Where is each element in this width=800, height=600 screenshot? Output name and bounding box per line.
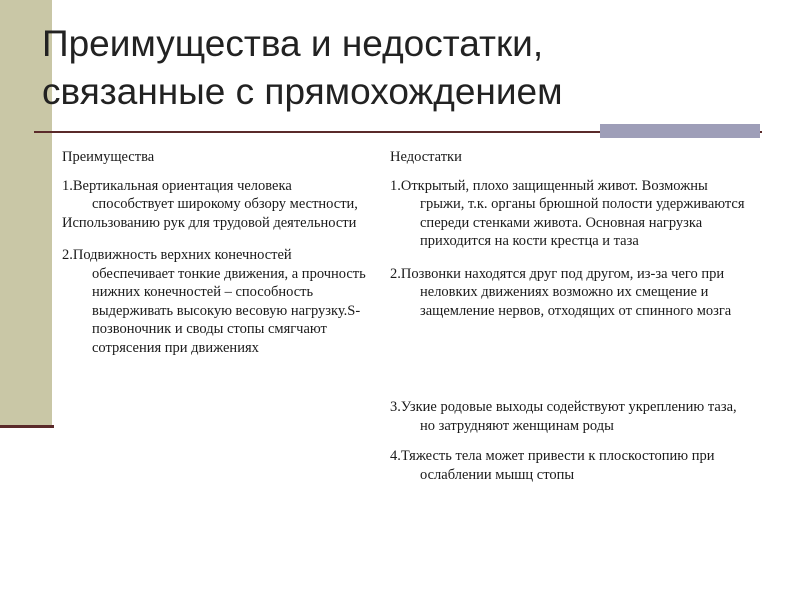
advantage-item-1-continued: Использованию рук для трудовой деятельности <box>62 214 357 231</box>
advantage-item-2: 2.Подвижность верхних конечностей обеспечивает тонкие движения, а прочность нижних конечностей – способность выдерживать высокую весовую нагрузку.S-позвоночник и своды стопы смягчают сотрясения при движениях <box>62 247 366 356</box>
disadvantage-item-2: 2.Позвонки находятся друг под другом, из-за чего при неловких движениях возможно их смещение и защемление нервов, отходящих от спинного мозга <box>390 265 732 319</box>
disadvantage-item-1: 1.Открытый, плохо защищенный живот. Возможны грыжи, т.к. органы брюшной полости удерживаются спереди стенками живота. Основная нагрузка приходится на кости крестца и таза <box>390 177 745 249</box>
title-accent-bar <box>600 124 760 138</box>
disadvantages-header: Недостатки <box>390 149 462 165</box>
title-line-2: связанные с прямохождением <box>42 71 563 112</box>
advantage-item-1: 1.Вертикальная ориентация человека способствует широкому обзору местности, <box>62 177 358 212</box>
disadvantage-item-3: 3.Узкие родовые выходы содействуют укреплению таза, но затрудняют женщинам роды <box>390 399 737 434</box>
slide-title <box>42 20 742 116</box>
advantages-header: Преимущества <box>62 149 155 165</box>
title-line-1: Преимущества и недостатки, <box>42 23 544 64</box>
disadvantages-column <box>390 148 750 484</box>
advantages-column <box>62 148 372 357</box>
left-band-edge <box>0 425 54 428</box>
disadvantage-item-4: 4.Тяжесть тела может привести к плоскостопию при ослаблении мышц стопы <box>390 448 715 483</box>
